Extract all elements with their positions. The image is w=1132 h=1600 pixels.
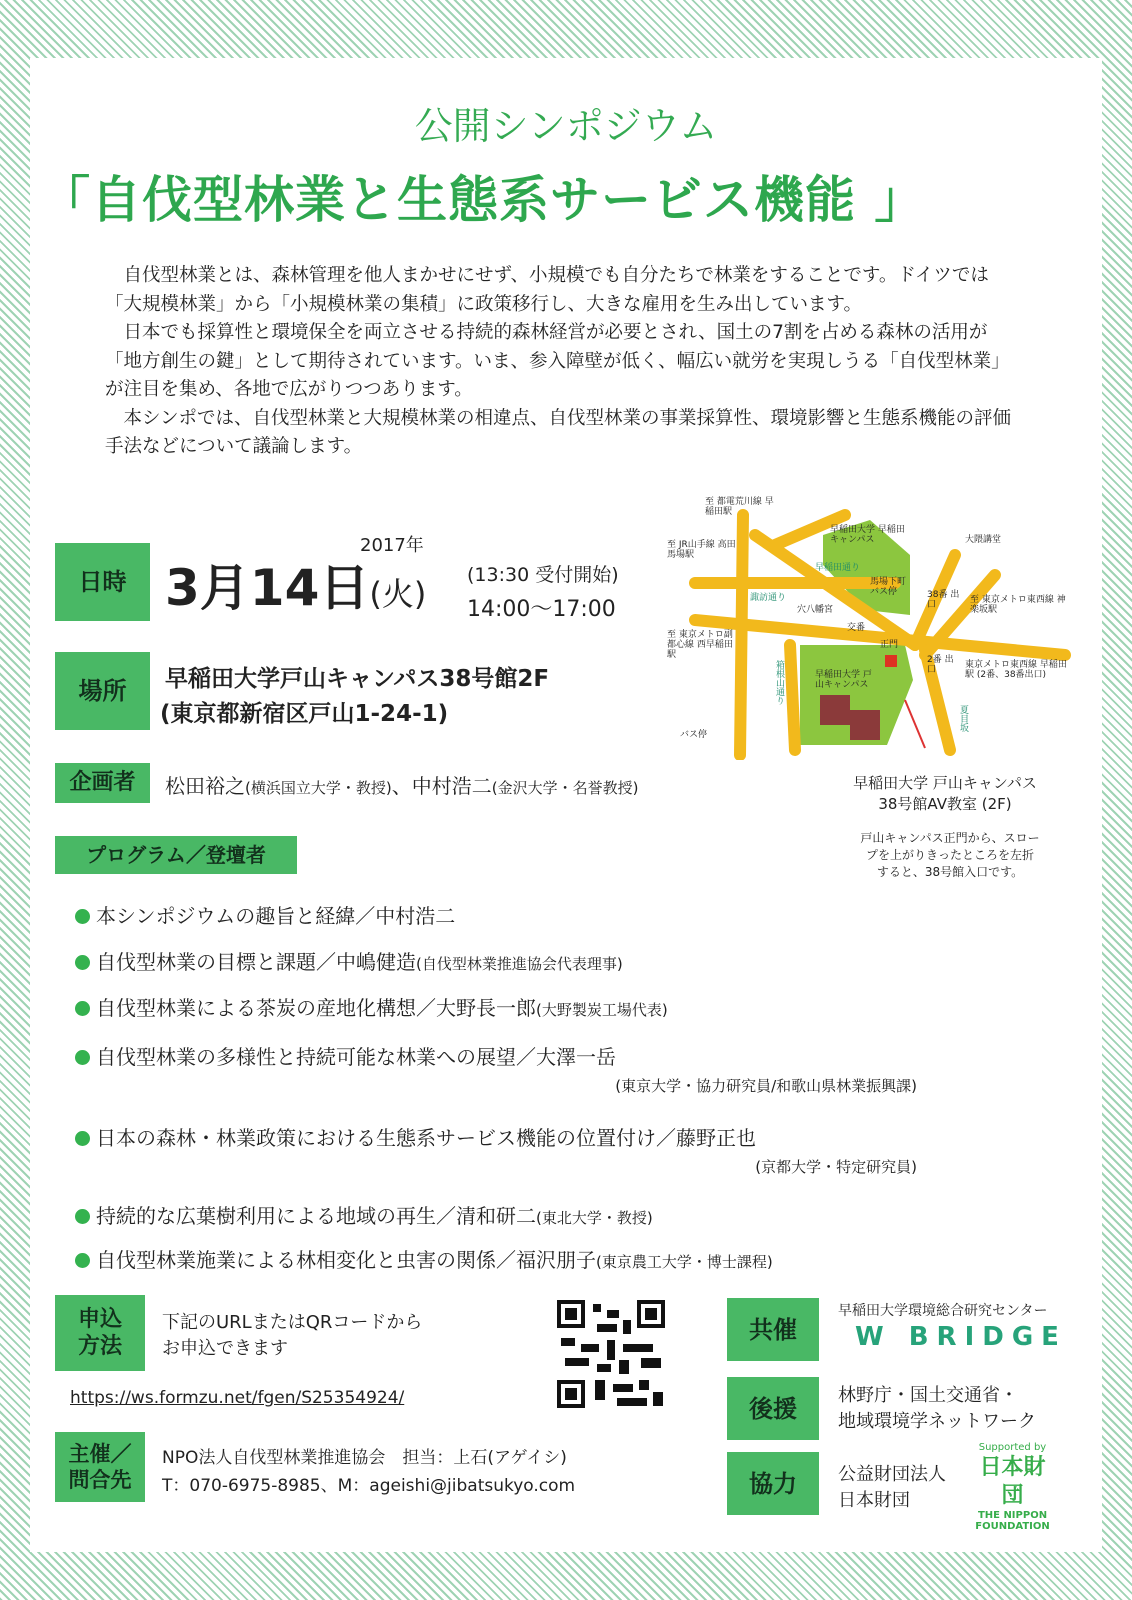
map-label: 東京メトロ東西線 早稲田駅 (2番、38番出口): [965, 660, 1067, 680]
support-orgs: [838, 1383, 1036, 1435]
reception-time: (13:30 受付開始): [467, 564, 619, 586]
organizers: [165, 770, 638, 799]
program-title: 本シンポジウムの趣旨と経緯／中村浩二: [96, 904, 456, 928]
program-item: [75, 1041, 616, 1070]
map-note: 戸山キャンパス正門から、スロープを上がりきったところを左折すると、38号館入口です。: [860, 831, 1040, 879]
map-caption-line: 早稲田大学 戸山キャンパス: [853, 774, 1037, 792]
weekday: (火): [369, 575, 427, 613]
program-item: [75, 1122, 756, 1151]
map-label: 箱根山通り: [774, 660, 784, 705]
logo-text: Supported by: [978, 1442, 1047, 1453]
host-contact: [162, 1444, 575, 1500]
support-line: 林野庁・国土交通省・: [838, 1385, 1018, 1406]
map-caption: [840, 772, 1050, 814]
map-caption-line: 38号館AV教室 (2F): [878, 795, 1012, 813]
date: 3月14日: [165, 559, 370, 617]
apply-line: 下記のURLまたはQRコードから: [162, 1312, 423, 1333]
w-bridge-logo: W BRIDGE: [855, 1322, 1067, 1352]
event-date: [165, 559, 427, 620]
host-name: NPO法人自伐型林業推進協会 担当：上石(アゲイシ): [162, 1448, 567, 1468]
support-label: 後援: [727, 1377, 819, 1440]
program-affiliation: (自伐型林業推進協会代表理事): [416, 955, 623, 973]
map-label: 2番 出口: [927, 655, 954, 675]
cohost-label: 共催: [727, 1298, 819, 1361]
venue-address: (東京都新宿区戸山1-24-1): [160, 701, 449, 727]
map-label: 38番 出口: [927, 590, 960, 610]
bullet-icon: [75, 1001, 90, 1016]
bullet-icon: [75, 955, 90, 970]
intro-paragraph: 自伐型林業とは、森林管理を他人まかせにせず、小規模でも自分たちで林業をすることです。ドイツでは「大規模林業」から「小規模林業の集積」に政策移行し、大きな雇用を生み出しています。: [105, 265, 989, 315]
cooperation-org: [838, 1462, 946, 1514]
support-line: 地域環境学ネットワーク: [838, 1411, 1036, 1432]
separator: 、: [391, 774, 412, 798]
program-item: [75, 1200, 653, 1229]
map-label: 馬場下町 バス停: [870, 577, 907, 597]
program-item: [75, 1244, 773, 1273]
campus-map: [665, 495, 1075, 760]
year: 2017年: [360, 535, 424, 556]
apply-text: [162, 1310, 422, 1362]
organizer-affiliation: (金沢大学・名誉教授): [491, 779, 639, 797]
host-label: 主催／問合先: [55, 1432, 145, 1502]
map-label: 夏目坂: [958, 705, 968, 732]
organizer-name: 中村浩二: [411, 774, 492, 798]
apply-label: 申込方法: [55, 1295, 145, 1371]
map-label: 至 東京メトロ副都心線 西早稲田駅: [667, 630, 733, 660]
program-affiliation: (京都大学・特定研究員): [755, 1158, 917, 1176]
program-affiliation: (東京大学・協力研究員/和歌山県林業振興課): [615, 1077, 917, 1095]
program-title: 日本の森林・林業政策における生態系サービス機能の位置付け／藤野正也: [96, 1126, 756, 1150]
program-item: [75, 946, 623, 975]
bullet-icon: [75, 1253, 90, 1268]
apply-url-link[interactable]: https://ws.formzu.net/fgen/S25354924/: [70, 1388, 405, 1408]
datetime-label: 日時: [55, 543, 150, 621]
apply-line: お申込できます: [162, 1338, 288, 1359]
map-label: 至 JR山手線 高田馬場駅: [667, 540, 736, 560]
map-label: 正門: [880, 640, 899, 650]
symposium-title: 「自伐型林業と生態系サービス機能 」: [40, 171, 926, 229]
map-label: 諏訪通り: [750, 593, 787, 603]
venue-label: 場所: [55, 652, 150, 730]
organizer-label: 企画者: [55, 763, 150, 803]
bullet-icon: [75, 1131, 90, 1146]
cooperation-line: 公益財団法人: [838, 1464, 946, 1485]
cooperation-line: 日本財団: [838, 1490, 910, 1511]
event-time: 14:00～17:00: [467, 597, 616, 622]
nippon-foundation-logo: [970, 1442, 1055, 1532]
program-label: プログラム／登壇者: [55, 836, 297, 874]
program-title: 自伐型林業の多様性と持続可能な林業への展望／大澤一岳: [96, 1045, 616, 1069]
logo-text: THE NIPPON FOUNDATION: [975, 1510, 1050, 1532]
program-title: 持続的な広葉樹利用による地域の再生／清和研二: [96, 1204, 536, 1228]
qr-code[interactable]: [557, 1300, 665, 1408]
cohost-name: 早稲田大学環境総合研究センター: [838, 1303, 1048, 1319]
map-label: 交番: [847, 623, 866, 633]
map-label: 至 東京メトロ東西線 神楽坂駅: [970, 595, 1066, 615]
program-title: 自伐型林業による茶炭の産地化構想／大野長一郎: [96, 996, 536, 1020]
map-label: 早稲田通り: [815, 563, 861, 573]
map-label: バス停: [680, 730, 708, 740]
cooperation-label: 協力: [727, 1452, 819, 1515]
event-type-title: 公開シンポジウム: [414, 104, 718, 148]
intro-paragraph: 日本でも採算性と環境保全を両立させる持続的森林経営が必要とされ、国土の7割を占める森林の活用が「地方創生の鍵」として期待されています。いま、参入障壁が低く、幅広い就労を実現しうる「自伐型林業」が注目を集め、各地で広がりつつあります。: [105, 322, 1010, 400]
host-phone-email: T：070-6975-8985、M：ageishi@jibatsukyo.com: [162, 1476, 576, 1496]
bullet-icon: [75, 1209, 90, 1224]
program-title: 自伐型林業の目標と課題／中嶋健造: [96, 950, 416, 974]
map-label: 至 都電荒川線 早稲田駅: [705, 497, 774, 517]
bullet-icon: [75, 909, 90, 924]
program-item: [75, 992, 668, 1021]
program-affiliation: (大野製炭工場代表): [536, 1001, 668, 1019]
intro-paragraph: 本シンポでは、自伐型林業と大規模林業の相違点、自伐型林業の事業採算性、環境影響と生態系機能の評価手法などについて議論します。: [105, 407, 1012, 457]
map-label: 大隈講堂: [965, 535, 1002, 545]
logo-text: 日本財団: [979, 1455, 1046, 1508]
map-label: 早稲田大学 早稲田キャンパス: [830, 525, 905, 545]
intro-text: [105, 262, 1020, 462]
organizer-affiliation: (横浜国立大学・教授): [245, 779, 392, 797]
program-item: [75, 900, 455, 929]
program-affiliation: (東北大学・教授): [536, 1209, 653, 1227]
venue-name: 早稲田大学戸山キャンパス38号館2F: [165, 666, 550, 692]
map-label: 早稲田大学 戸山キャンパス: [815, 670, 872, 690]
organizer-name: 松田裕之: [165, 774, 245, 798]
bullet-icon: [75, 1050, 90, 1065]
program-affiliation: (東京農工大学・博士課程): [596, 1253, 773, 1271]
map-label: 穴八幡宮: [797, 605, 834, 615]
program-title: 自伐型林業施業による林相変化と虫害の関係／福沢朋子: [96, 1248, 596, 1272]
